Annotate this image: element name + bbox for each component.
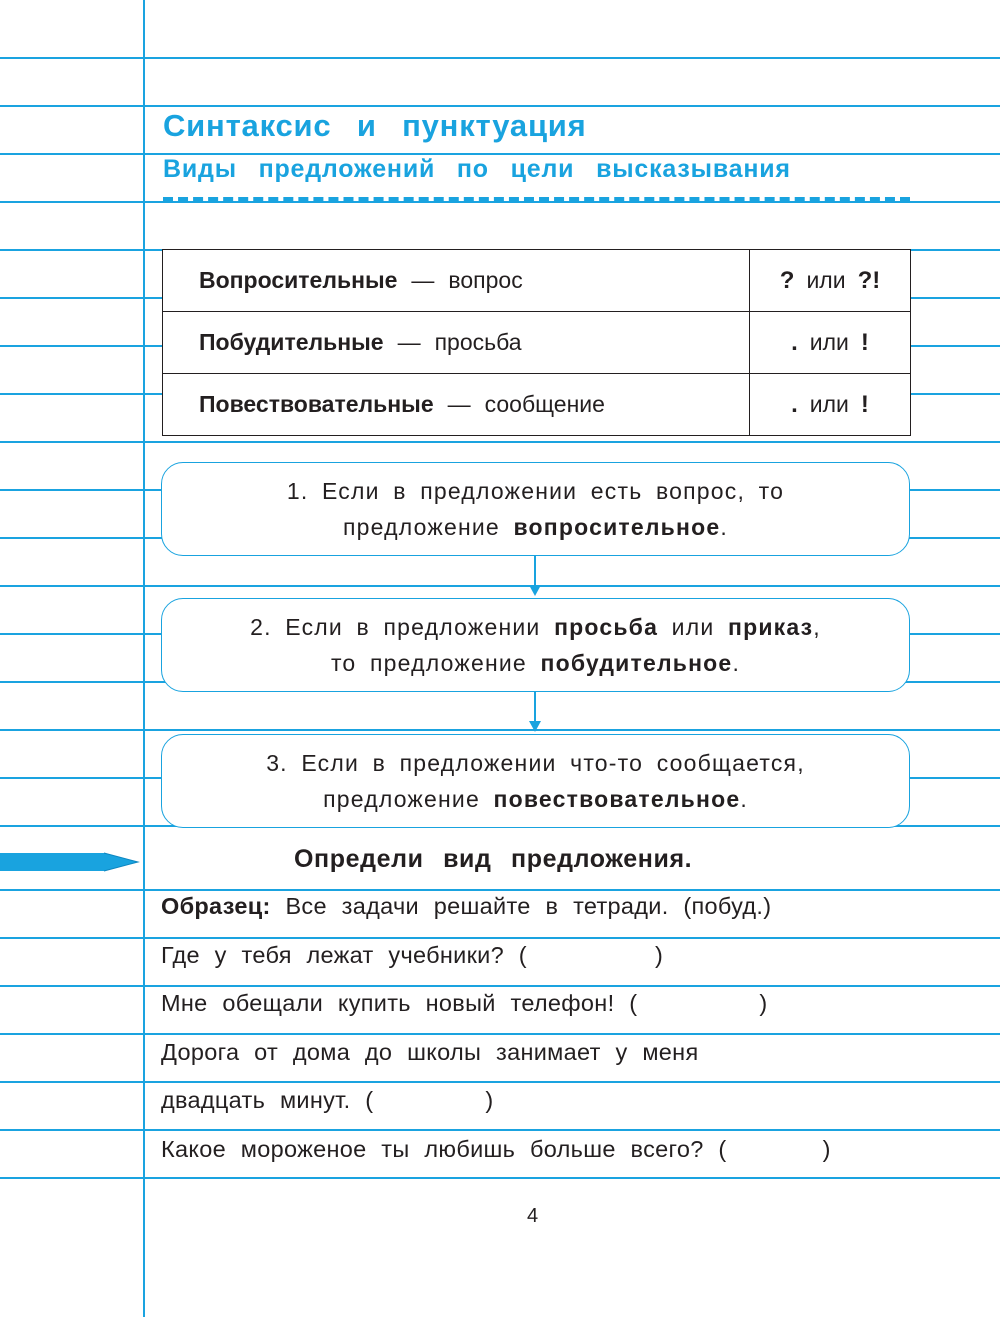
table-cell-type — [163, 250, 750, 312]
sentence-text: Дорога от дома до школы занимает у меня — [161, 1039, 699, 1065]
rule-text: 2. Если в предложении — [250, 614, 555, 640]
ruled-line — [0, 985, 1000, 987]
closing-paren: ) — [822, 1136, 831, 1162]
rule-text: . — [720, 514, 728, 540]
punctuation-mark: ! — [860, 328, 869, 356]
rule-keyword: вопросительное — [513, 514, 721, 540]
table-cell-marks — [750, 374, 911, 436]
ruled-line — [0, 441, 1000, 443]
arrow-down-icon — [529, 585, 541, 596]
ruled-line — [0, 105, 1000, 107]
ruled-line — [0, 1129, 1000, 1131]
exercise-sentence — [161, 990, 768, 1017]
ruled-line — [0, 57, 1000, 59]
sentence-text: двадцать минут. ( — [161, 1087, 374, 1113]
punctuation-mark: ! — [860, 390, 869, 418]
exercise-sentence — [161, 1039, 698, 1066]
table-cell-marks — [750, 312, 911, 374]
page-number: 4 — [527, 1205, 539, 1227]
sentence-text: Какое мороженое ты любишь больше всего? ( — [161, 1136, 727, 1162]
dash: — — [397, 329, 421, 355]
exercise-sentence — [161, 1136, 831, 1163]
or-word: или — [806, 266, 846, 293]
exercise-sentence — [161, 942, 663, 969]
closing-paren: ) — [654, 942, 664, 968]
type-term: Повествовательные — [199, 391, 434, 417]
punctuation-mark: ? — [779, 266, 795, 294]
rule-line — [162, 645, 909, 681]
sample-text: Все задачи решайте в тетради. (побуд.) — [270, 893, 772, 919]
table-row — [163, 312, 911, 374]
ruled-line — [0, 585, 1000, 587]
dash: — — [447, 391, 471, 417]
punctuation-mark: . — [791, 328, 798, 356]
rule-line — [162, 609, 909, 645]
or-word: или — [809, 390, 849, 417]
rule-keyword: побудительное — [540, 650, 733, 676]
or-word: или — [809, 328, 849, 355]
type-meaning: сообщение — [484, 391, 605, 417]
ruled-line — [0, 1177, 1000, 1179]
rule-keyword: приказ — [728, 614, 814, 640]
type-meaning: вопрос — [448, 267, 523, 293]
type-term: Побудительные — [199, 329, 384, 355]
rule-line — [162, 781, 909, 817]
type-meaning: просьба — [434, 329, 522, 355]
page-title: Синтаксис и пунктуация — [163, 108, 595, 144]
arrow-down-icon — [529, 721, 541, 732]
rule-line: 1. Если в предложении есть вопрос, то — [286, 478, 785, 504]
punctuation-mark: . — [791, 390, 798, 418]
margin-line — [143, 0, 145, 1317]
sample-label: Образец: — [161, 893, 271, 919]
table-cell-type — [163, 312, 750, 374]
type-term: Вопросительные — [199, 267, 398, 293]
rule-text: , — [813, 614, 821, 640]
table-row — [163, 250, 911, 312]
rule-keyword: просьба — [554, 614, 659, 640]
ruled-line — [0, 1081, 1000, 1083]
task-title: Определи вид предложения. — [290, 845, 696, 874]
rule-box-2 — [161, 598, 910, 692]
ruled-line — [0, 937, 1000, 939]
sentence-text: Мне обещали купить новый телефон! ( — [161, 990, 638, 1016]
closing-paren: ) — [485, 1087, 494, 1113]
ruled-line — [0, 889, 1000, 891]
rule-text: . — [732, 650, 741, 676]
rule-text: то предложение — [330, 650, 541, 676]
pencil-icon — [0, 851, 140, 873]
flow-arrow-line — [534, 556, 536, 586]
rule-text: или — [658, 614, 728, 640]
sentence-text: Где у тебя лежат учебники? ( — [161, 942, 527, 968]
table-cell-type — [163, 374, 750, 436]
table-row — [163, 374, 911, 436]
rule-line: 3. Если в предложении что-то сообщается, — [266, 750, 805, 776]
sample-line — [161, 893, 771, 920]
rule-text: предложение — [343, 514, 514, 540]
dash: — — [411, 267, 435, 293]
ruled-line — [0, 729, 1000, 731]
rule-text: предложение — [323, 786, 494, 812]
ruled-line — [0, 1033, 1000, 1035]
table-cell-marks — [750, 250, 911, 312]
exercise-sentence — [161, 1087, 494, 1114]
rule-box-1 — [161, 462, 910, 556]
closing-paren: ) — [759, 990, 768, 1016]
rule-text: . — [740, 786, 748, 812]
flow-arrow-line — [534, 692, 536, 722]
rule-keyword: повествовательное — [493, 786, 741, 812]
dashed-divider — [163, 197, 910, 202]
punctuation-mark: ?! — [857, 266, 881, 294]
sentence-types-table — [162, 249, 911, 436]
page-subtitle: Виды предложений по цели высказывания — [163, 155, 799, 184]
rule-box-3 — [161, 734, 910, 828]
rule-line — [162, 509, 909, 545]
